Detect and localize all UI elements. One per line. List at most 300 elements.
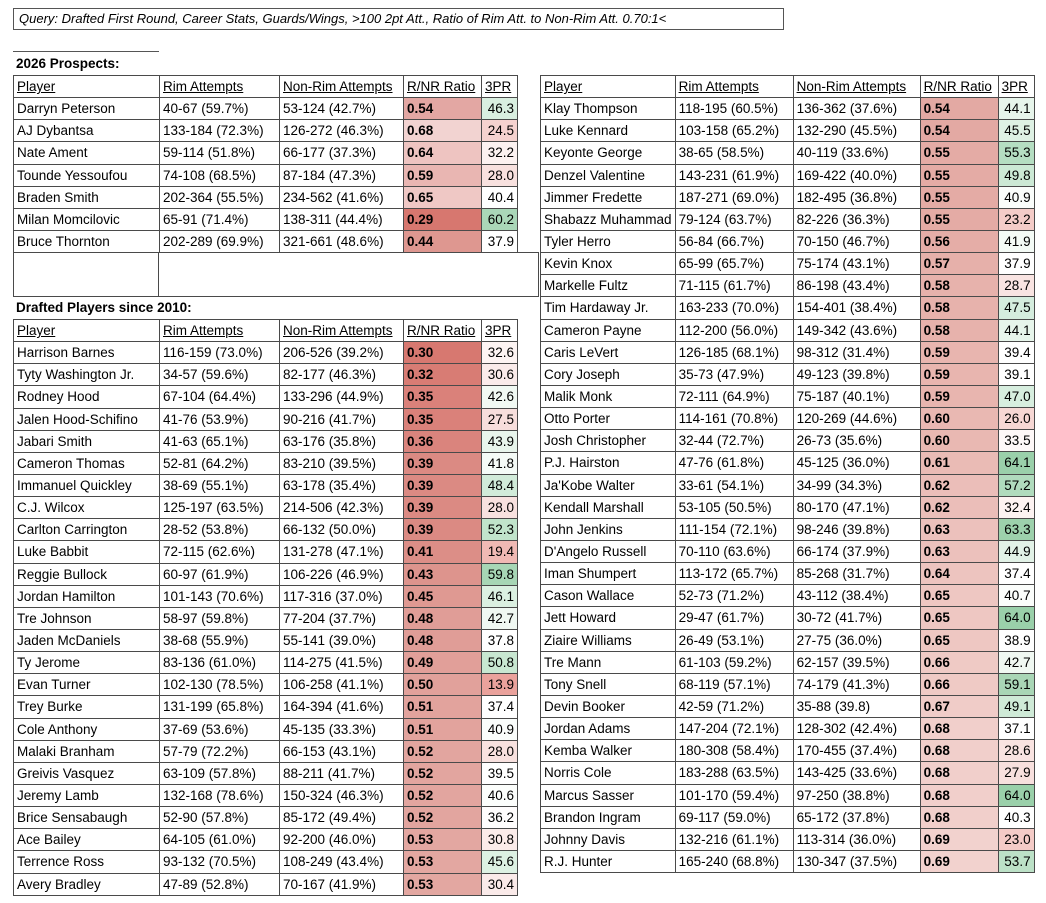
rim-attempts-cell: 72-115 (62.6%) [160, 541, 280, 563]
ratio-cell: 0.55 [920, 186, 998, 208]
player-cell: Caris LeVert [541, 341, 676, 363]
column-header-3pr: 3PR [998, 76, 1034, 98]
three-point-rate-cell: 49.1 [998, 695, 1034, 717]
table-row [541, 98, 1035, 120]
player-cell: Klay Thompson [541, 98, 676, 120]
table-row [14, 585, 518, 607]
rim-attempts-cell: 118-195 (60.5%) [675, 98, 793, 120]
non-rim-attempts-cell: 65-172 (37.8%) [793, 806, 920, 828]
rim-attempts-cell: 111-154 (72.1%) [675, 518, 793, 540]
three-point-rate-cell: 38.9 [998, 629, 1034, 651]
player-cell: Iman Shumpert [541, 563, 676, 585]
ratio-cell: 0.50 [404, 674, 482, 696]
table-row [541, 208, 1035, 230]
table-row [14, 519, 518, 541]
ratio-cell: 0.60 [920, 408, 998, 430]
player-cell: Cameron Payne [541, 319, 676, 341]
table-row [541, 164, 1035, 186]
player-cell: Terrence Ross [14, 851, 160, 873]
player-cell: Braden Smith [14, 186, 160, 208]
table-row [541, 275, 1035, 297]
three-point-rate-cell: 32.6 [482, 342, 518, 364]
column-header-player: Player [14, 76, 160, 98]
ratio-cell: 0.35 [404, 408, 482, 430]
rim-attempts-cell: 183-288 (63.5%) [675, 762, 793, 784]
rim-attempts-cell: 61-103 (59.2%) [675, 651, 793, 673]
non-rim-attempts-cell: 132-290 (45.5%) [793, 120, 920, 142]
table-row [541, 784, 1035, 806]
drafted-table-left [13, 319, 518, 896]
ratio-cell: 0.66 [920, 673, 998, 695]
rim-attempts-cell: 147-204 (72.1%) [675, 718, 793, 740]
player-cell: Milan Momcilovic [14, 208, 160, 230]
ratio-cell: 0.41 [404, 541, 482, 563]
ratio-cell: 0.43 [404, 563, 482, 585]
non-rim-attempts-cell: 113-314 (36.0%) [793, 828, 920, 850]
rim-attempts-cell: 116-159 (73.0%) [160, 342, 280, 364]
three-point-rate-cell: 28.0 [482, 497, 518, 519]
non-rim-attempts-cell: 66-174 (37.9%) [793, 540, 920, 562]
column-header-rim-attempts: Rim Attempts [160, 76, 280, 98]
player-cell: Tyler Herro [541, 230, 676, 252]
non-rim-attempts-cell: 206-526 (39.2%) [280, 342, 404, 364]
column-header-rim-attempts: Rim Attempts [160, 320, 280, 342]
column-header-3pr: 3PR [482, 76, 518, 98]
rim-attempts-cell: 57-79 (72.2%) [160, 740, 280, 762]
player-cell: Jabari Smith [14, 430, 160, 452]
table-row [14, 452, 518, 474]
non-rim-attempts-cell: 97-250 (38.8%) [793, 784, 920, 806]
non-rim-attempts-cell: 45-135 (33.3%) [280, 718, 404, 740]
table-row [14, 186, 518, 208]
ratio-cell: 0.65 [404, 186, 482, 208]
ratio-cell: 0.65 [920, 607, 998, 629]
non-rim-attempts-cell: 182-495 (36.8%) [793, 186, 920, 208]
three-point-rate-cell: 23.0 [998, 828, 1034, 850]
ratio-cell: 0.57 [920, 253, 998, 275]
rim-attempts-cell: 28-52 (53.8%) [160, 519, 280, 541]
ratio-cell: 0.61 [920, 452, 998, 474]
rim-attempts-cell: 56-84 (66.7%) [675, 230, 793, 252]
player-cell: Jimmer Fredette [541, 186, 676, 208]
non-rim-attempts-cell: 66-177 (37.3%) [280, 142, 404, 164]
rim-attempts-cell: 83-136 (61.0%) [160, 652, 280, 674]
table-row [541, 718, 1035, 740]
non-rim-attempts-cell: 75-187 (40.1%) [793, 385, 920, 407]
ratio-cell: 0.62 [920, 474, 998, 496]
table-row [14, 784, 518, 806]
rim-attempts-cell: 165-240 (68.8%) [675, 850, 793, 872]
three-point-rate-cell: 46.1 [482, 585, 518, 607]
player-cell: Cameron Thomas [14, 452, 160, 474]
non-rim-attempts-cell: 117-316 (37.0%) [280, 585, 404, 607]
table-row [541, 363, 1035, 385]
rim-attempts-cell: 32-44 (72.7%) [675, 430, 793, 452]
ratio-cell: 0.39 [404, 497, 482, 519]
table-row [541, 253, 1035, 275]
three-point-rate-cell: 63.3 [998, 518, 1034, 540]
table-row [14, 541, 518, 563]
rim-attempts-cell: 143-231 (61.9%) [675, 164, 793, 186]
rim-attempts-cell: 53-105 (50.5%) [675, 496, 793, 518]
rim-attempts-cell: 163-233 (70.0%) [675, 297, 793, 319]
column-header-ratio: R/NR Ratio [404, 76, 482, 98]
player-cell: Markelle Fultz [541, 275, 676, 297]
rim-attempts-cell: 131-199 (65.8%) [160, 696, 280, 718]
rim-attempts-cell: 64-105 (61.0%) [160, 829, 280, 851]
ratio-cell: 0.58 [920, 297, 998, 319]
ratio-cell: 0.64 [920, 563, 998, 585]
non-rim-attempts-cell: 92-200 (46.0%) [280, 829, 404, 851]
column-header-rim-attempts: Rim Attempts [675, 76, 793, 98]
ratio-cell: 0.52 [404, 762, 482, 784]
player-cell: Luke Kennard [541, 120, 676, 142]
rim-attempts-cell: 63-109 (57.8%) [160, 762, 280, 784]
player-cell: Ziaire Williams [541, 629, 676, 651]
rim-attempts-cell: 103-158 (65.2%) [675, 120, 793, 142]
rim-attempts-cell: 74-108 (68.5%) [160, 164, 280, 186]
ratio-cell: 0.54 [920, 120, 998, 142]
ratio-cell: 0.52 [404, 807, 482, 829]
rim-attempts-cell: 33-61 (54.1%) [675, 474, 793, 496]
rim-attempts-cell: 114-161 (70.8%) [675, 408, 793, 430]
non-rim-attempts-cell: 169-422 (40.0%) [793, 164, 920, 186]
rim-attempts-cell: 187-271 (69.0%) [675, 186, 793, 208]
column-header-player: Player [14, 320, 160, 342]
table-row [541, 607, 1035, 629]
ratio-cell: 0.69 [920, 828, 998, 850]
ratio-cell: 0.35 [404, 386, 482, 408]
ratio-cell: 0.58 [920, 319, 998, 341]
table-row [14, 607, 518, 629]
player-cell: C.J. Wilcox [14, 497, 160, 519]
table-row [541, 540, 1035, 562]
three-point-rate-cell: 30.8 [482, 829, 518, 851]
column-header-ratio: R/NR Ratio [920, 76, 998, 98]
ratio-cell: 0.51 [404, 718, 482, 740]
rim-attempts-cell: 59-114 (51.8%) [160, 142, 280, 164]
table-row [541, 142, 1035, 164]
drafted-body-left [14, 342, 518, 896]
player-cell: Shabazz Muhammad [541, 208, 676, 230]
rim-attempts-cell: 52-73 (71.2%) [675, 585, 793, 607]
non-rim-attempts-cell: 82-226 (36.3%) [793, 208, 920, 230]
rim-attempts-cell: 26-49 (53.1%) [675, 629, 793, 651]
player-cell: Devin Booker [541, 695, 676, 717]
three-point-rate-cell: 52.3 [482, 519, 518, 541]
table-row [14, 652, 518, 674]
table-row [14, 342, 518, 364]
table-row [14, 164, 518, 186]
player-cell: Otto Porter [541, 408, 676, 430]
three-point-rate-cell: 37.1 [998, 718, 1034, 740]
non-rim-attempts-cell: 77-204 (37.7%) [280, 607, 404, 629]
player-cell: D'Angelo Russell [541, 540, 676, 562]
player-cell: Jalen Hood-Schifino [14, 408, 160, 430]
non-rim-attempts-cell: 63-176 (35.8%) [280, 430, 404, 452]
non-rim-attempts-cell: 86-198 (43.4%) [793, 275, 920, 297]
ratio-cell: 0.59 [920, 341, 998, 363]
table-row [541, 563, 1035, 585]
three-point-rate-cell: 42.7 [482, 607, 518, 629]
prospects-table [13, 75, 518, 253]
table-row [14, 873, 518, 895]
ratio-cell: 0.39 [404, 474, 482, 496]
rim-attempts-cell: 38-68 (55.9%) [160, 629, 280, 651]
player-cell: Darryn Peterson [14, 98, 160, 120]
section-title-prospects: 2026 Prospects: [16, 56, 120, 71]
non-rim-attempts-cell: 150-324 (46.3%) [280, 784, 404, 806]
header-row [14, 76, 518, 98]
ratio-cell: 0.65 [920, 585, 998, 607]
three-point-rate-cell: 44.1 [998, 98, 1034, 120]
rim-attempts-cell: 67-104 (64.4%) [160, 386, 280, 408]
non-rim-attempts-cell: 85-172 (49.4%) [280, 807, 404, 829]
player-cell: John Jenkins [541, 518, 676, 540]
table-row [541, 408, 1035, 430]
table-row [14, 674, 518, 696]
query-description: Query: Drafted First Round, Career Stats, Guards/Wings, >100 2pt Att., Ratio of Rim Att. to Non-Rim Att. 0.70:1< [13, 8, 784, 30]
player-cell: Trey Burke [14, 696, 160, 718]
three-point-rate-cell: 40.6 [482, 784, 518, 806]
table-row [541, 673, 1035, 695]
three-point-rate-cell: 59.8 [482, 563, 518, 585]
player-cell: Malik Monk [541, 385, 676, 407]
table-row [14, 829, 518, 851]
ratio-cell: 0.60 [920, 430, 998, 452]
table-row [14, 364, 518, 386]
drafted-body-right [541, 98, 1035, 873]
rim-attempts-cell: 42-59 (71.2%) [675, 695, 793, 717]
table-row [541, 740, 1035, 762]
rim-attempts-cell: 68-119 (57.1%) [675, 673, 793, 695]
non-rim-attempts-cell: 40-119 (33.6%) [793, 142, 920, 164]
non-rim-attempts-cell: 30-72 (41.7%) [793, 607, 920, 629]
table-row [541, 828, 1035, 850]
table-row [541, 806, 1035, 828]
three-point-rate-cell: 40.9 [998, 186, 1034, 208]
rim-attempts-cell: 35-73 (47.9%) [675, 363, 793, 385]
three-point-rate-cell: 24.5 [482, 120, 518, 142]
rim-attempts-cell: 34-57 (59.6%) [160, 364, 280, 386]
player-cell: Reggie Bullock [14, 563, 160, 585]
three-point-rate-cell: 27.5 [482, 408, 518, 430]
rim-attempts-cell: 93-132 (70.5%) [160, 851, 280, 873]
table-row [14, 629, 518, 651]
ratio-cell: 0.68 [920, 718, 998, 740]
non-rim-attempts-cell: 98-246 (39.8%) [793, 518, 920, 540]
ratio-cell: 0.44 [404, 230, 482, 252]
table-row [541, 496, 1035, 518]
rim-attempts-cell: 112-200 (56.0%) [675, 319, 793, 341]
non-rim-attempts-cell: 98-312 (31.4%) [793, 341, 920, 363]
player-cell: Jett Howard [541, 607, 676, 629]
three-point-rate-cell: 37.8 [482, 629, 518, 651]
table-row [541, 297, 1035, 319]
ratio-cell: 0.68 [920, 784, 998, 806]
non-rim-attempts-cell: 70-150 (46.7%) [793, 230, 920, 252]
non-rim-attempts-cell: 214-506 (42.3%) [280, 497, 404, 519]
three-point-rate-cell: 42.7 [998, 651, 1034, 673]
ratio-cell: 0.68 [920, 762, 998, 784]
ratio-cell: 0.58 [920, 275, 998, 297]
column-header-3pr: 3PR [482, 320, 518, 342]
three-point-rate-cell: 47.5 [998, 297, 1034, 319]
ratio-cell: 0.39 [404, 519, 482, 541]
rim-attempts-cell: 60-97 (61.9%) [160, 563, 280, 585]
three-point-rate-cell: 41.9 [998, 230, 1034, 252]
player-cell: Ace Bailey [14, 829, 160, 851]
rim-attempts-cell: 58-97 (59.8%) [160, 607, 280, 629]
player-cell: Bruce Thornton [14, 230, 160, 252]
non-rim-attempts-cell: 74-179 (41.3%) [793, 673, 920, 695]
non-rim-attempts-cell: 131-278 (47.1%) [280, 541, 404, 563]
three-point-rate-cell: 64.0 [998, 607, 1034, 629]
rim-attempts-cell: 52-90 (57.8%) [160, 807, 280, 829]
ratio-cell: 0.49 [404, 652, 482, 674]
non-rim-attempts-cell: 66-153 (43.1%) [280, 740, 404, 762]
table-row [541, 695, 1035, 717]
player-cell: AJ Dybantsa [14, 120, 160, 142]
three-point-rate-cell: 40.9 [482, 718, 518, 740]
table-row [14, 408, 518, 430]
column-header-non-rim-attempts: Non-Rim Attempts [793, 76, 920, 98]
empty-cell [158, 252, 539, 297]
player-cell: Tyty Washington Jr. [14, 364, 160, 386]
player-cell: Evan Turner [14, 674, 160, 696]
table-row [541, 186, 1035, 208]
ratio-cell: 0.59 [404, 164, 482, 186]
three-point-rate-cell: 45.6 [482, 851, 518, 873]
table-row [14, 851, 518, 873]
three-point-rate-cell: 23.2 [998, 208, 1034, 230]
rim-attempts-cell: 41-76 (53.9%) [160, 408, 280, 430]
three-point-rate-cell: 44.9 [998, 540, 1034, 562]
three-point-rate-cell: 19.4 [482, 541, 518, 563]
player-cell: R.J. Hunter [541, 850, 676, 872]
player-cell: Avery Bradley [14, 873, 160, 895]
player-cell: Greivis Vasquez [14, 762, 160, 784]
rim-attempts-cell: 79-124 (63.7%) [675, 208, 793, 230]
three-point-rate-cell: 37.9 [482, 230, 518, 252]
rim-attempts-cell: 72-111 (64.9%) [675, 385, 793, 407]
player-cell: Luke Babbit [14, 541, 160, 563]
ratio-cell: 0.48 [404, 607, 482, 629]
table-row [14, 120, 518, 142]
table-row [14, 563, 518, 585]
non-rim-attempts-cell: 143-425 (33.6%) [793, 762, 920, 784]
non-rim-attempts-cell: 114-275 (41.5%) [280, 652, 404, 674]
non-rim-attempts-cell: 234-562 (41.6%) [280, 186, 404, 208]
table-row [541, 120, 1035, 142]
non-rim-attempts-cell: 128-302 (42.4%) [793, 718, 920, 740]
ratio-cell: 0.68 [920, 806, 998, 828]
column-header-ratio: R/NR Ratio [404, 320, 482, 342]
ratio-cell: 0.45 [404, 585, 482, 607]
three-point-rate-cell: 39.4 [998, 341, 1034, 363]
table-row [14, 762, 518, 784]
rim-attempts-cell: 101-170 (59.4%) [675, 784, 793, 806]
three-point-rate-cell: 33.5 [998, 430, 1034, 452]
non-rim-attempts-cell: 106-258 (41.1%) [280, 674, 404, 696]
table-row [541, 319, 1035, 341]
table-row [541, 474, 1035, 496]
table-row [14, 386, 518, 408]
non-rim-attempts-cell: 26-73 (35.6%) [793, 430, 920, 452]
non-rim-attempts-cell: 35-88 (39.8) [793, 695, 920, 717]
player-cell: Malaki Branham [14, 740, 160, 762]
three-point-rate-cell: 28.6 [998, 740, 1034, 762]
three-point-rate-cell: 48.4 [482, 474, 518, 496]
three-point-rate-cell: 13.9 [482, 674, 518, 696]
ratio-cell: 0.68 [404, 120, 482, 142]
rim-attempts-cell: 37-69 (53.6%) [160, 718, 280, 740]
player-cell: Josh Christopher [541, 430, 676, 452]
header-row [541, 76, 1035, 98]
ratio-cell: 0.53 [404, 851, 482, 873]
rim-attempts-cell: 38-69 (55.1%) [160, 474, 280, 496]
ratio-cell: 0.59 [920, 385, 998, 407]
player-cell: Immanuel Quickley [14, 474, 160, 496]
three-point-rate-cell: 32.2 [482, 142, 518, 164]
non-rim-attempts-cell: 108-249 (43.4%) [280, 851, 404, 873]
three-point-rate-cell: 28.7 [998, 275, 1034, 297]
table-row [14, 474, 518, 496]
ratio-cell: 0.55 [920, 164, 998, 186]
player-cell: Tounde Yessoufou [14, 164, 160, 186]
rim-attempts-cell: 101-143 (70.6%) [160, 585, 280, 607]
player-cell: Harrison Barnes [14, 342, 160, 364]
ratio-cell: 0.63 [920, 540, 998, 562]
non-rim-attempts-cell: 75-174 (43.1%) [793, 253, 920, 275]
non-rim-attempts-cell: 34-99 (34.3%) [793, 474, 920, 496]
three-point-rate-cell: 64.0 [998, 784, 1034, 806]
table-row [14, 497, 518, 519]
player-cell: Kemba Walker [541, 740, 676, 762]
three-point-rate-cell: 60.2 [482, 208, 518, 230]
three-point-rate-cell: 49.8 [998, 164, 1034, 186]
three-point-rate-cell: 40.4 [482, 186, 518, 208]
non-rim-attempts-cell: 164-394 (41.6%) [280, 696, 404, 718]
non-rim-attempts-cell: 106-226 (46.9%) [280, 563, 404, 585]
column-header-non-rim-attempts: Non-Rim Attempts [280, 320, 404, 342]
player-cell: Rodney Hood [14, 386, 160, 408]
table-row [14, 807, 518, 829]
rim-attempts-cell: 52-81 (64.2%) [160, 452, 280, 474]
non-rim-attempts-cell: 130-347 (37.5%) [793, 850, 920, 872]
rim-attempts-cell: 65-99 (65.7%) [675, 253, 793, 275]
table-row [14, 696, 518, 718]
ratio-cell: 0.59 [920, 363, 998, 385]
ratio-cell: 0.48 [404, 629, 482, 651]
player-cell: Kevin Knox [541, 253, 676, 275]
non-rim-attempts-cell: 80-170 (47.1%) [793, 496, 920, 518]
player-cell: Brice Sensabaugh [14, 807, 160, 829]
non-rim-attempts-cell: 63-178 (35.4%) [280, 474, 404, 496]
non-rim-attempts-cell: 49-123 (39.8%) [793, 363, 920, 385]
table-row [541, 629, 1035, 651]
player-cell: Johnny Davis [541, 828, 676, 850]
table-row [541, 518, 1035, 540]
table-row [14, 718, 518, 740]
table-row [541, 452, 1035, 474]
player-cell: Tre Mann [541, 651, 676, 673]
player-cell: Cason Wallace [541, 585, 676, 607]
non-rim-attempts-cell: 27-75 (36.0%) [793, 629, 920, 651]
table-row [541, 651, 1035, 673]
table-row [541, 341, 1035, 363]
table-row [14, 142, 518, 164]
